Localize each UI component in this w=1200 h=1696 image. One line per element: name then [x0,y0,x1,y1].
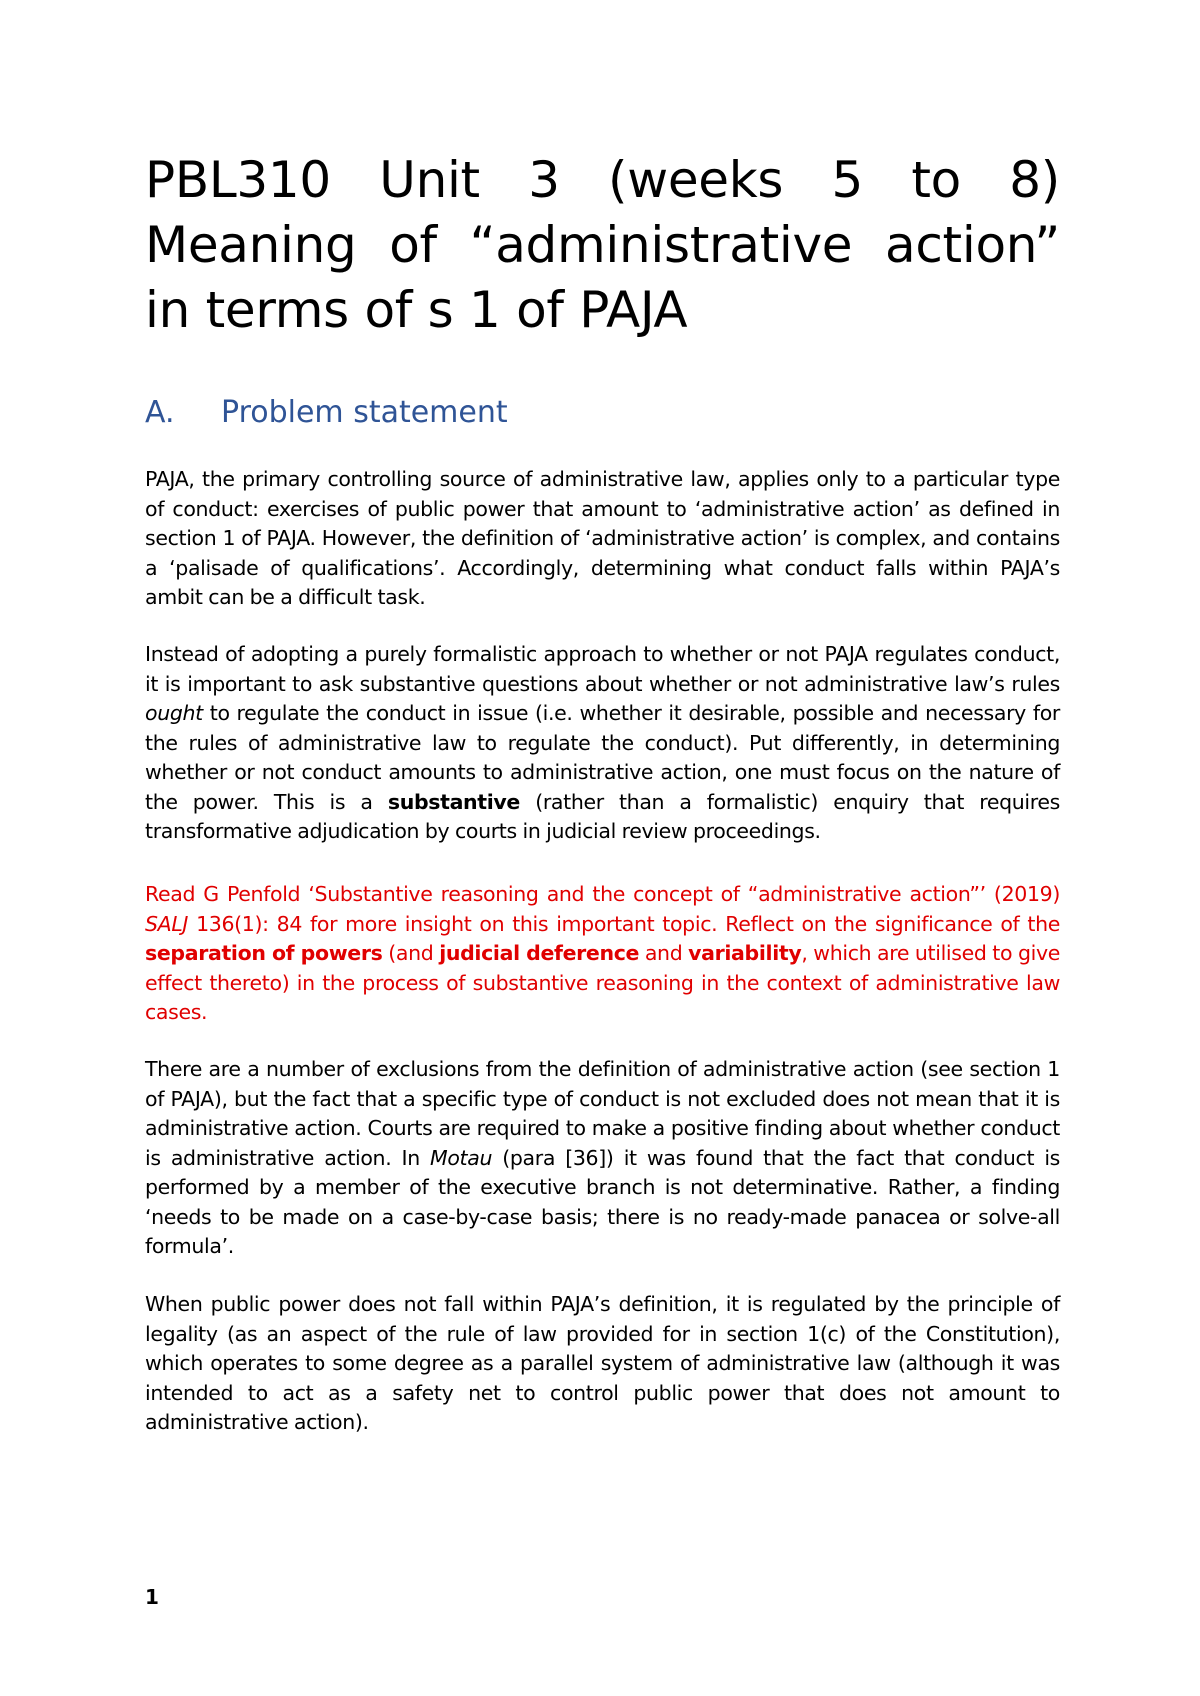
emphasis-variability: variability [688,941,802,965]
emphasis-separation-of-powers: separation of powers [145,941,383,965]
text-run: to regulate the conduct in issue (i.e. whether it desirable, possible and necessary for the rules of administrative law to regulate the conduct). Put differently, in determining whether or not conduct amounts to administrative action, one must focus on the nature of the power. This is a [145,701,1060,814]
section-number: A. [145,395,175,430]
text-run: and [639,941,689,965]
paragraph-reading-note [145,880,1060,1028]
section-title: Problem statement [221,395,508,430]
text-run: (and [382,941,440,965]
paragraph-substantive-approach [145,640,1060,847]
text-run: (rather than a formalistic) enquiry that requires transformative adjudication by courts in judicial review proceedings. [145,789,1060,843]
section-heading [145,393,508,433]
text-run: There are a number of exclusions from the definition of administrative action (see section 1 of PAJA), but the fact that a specific type of conduct is not excluded does not mean that it is administrative action. Courts are required to make a positive finding about whether conduct is administrative action. In [145,1057,1060,1170]
case-name-motau: Motau [430,1145,493,1170]
page-number: 1 [145,1585,159,1609]
text-run: Read G Penfold ‘Substantive reasoning and the concept of “administrative action”’ (2019) [145,882,1060,906]
paragraph-legality: When public power does not fall within PAJA’s definition, it is regulated by the principle of legality (as an aspect of the rule of law provided for in section 1(c) of the Constitution), which operates to some degree as a parallel system of administrative law (although it was intended to act as a safety net to control public power that does not amount to administrative action). [145,1292,1060,1434]
journal-abbreviation: SALJ [145,911,189,936]
emphasis-substantive: substantive [387,789,520,814]
paragraph-exclusions [145,1055,1060,1262]
text-run: 136(1): 84 for more insight on this important topic. Reflect on the significance of the [188,911,1060,936]
emphasis-ought: ought [145,701,203,725]
text-run: (para [36]) it was found that the fact that conduct is performed by a member of the executive branch is not determinative. Rather, a finding ‘needs to be made on a case-by-case basis; there is no ready-made panacea or solve-all formula’. [145,1145,1060,1258]
document-title: PBL310 Unit 3 (weeks 5 to 8) Meaning of “administrative action” in terms of s 1 of PAJA [145,151,1060,339]
text-run: , which are utilised to give effect thereto) in the process of substantive reasoning in the context of administrative law cases. [145,941,1061,1024]
paragraph-paja-scope: PAJA, the primary controlling source of administrative law, applies only to a particular type of conduct: exercises of public power that amount to ‘administrative action’ as defined in section 1 of PAJA. However, the definition of ‘administrative action’ is complex, and contains a ‘palisade of qualifications’. Accordingly, determining what conduct falls within PAJA’s ambit can be a difficult task. [145,467,1060,609]
text-run: Instead of adopting a purely formalistic approach to whether or not PAJA regulates conduct, it is important to ask substantive questions about whether or not administrative law’s rules [145,642,1060,696]
emphasis-judicial-deference: judicial deference [439,941,640,965]
